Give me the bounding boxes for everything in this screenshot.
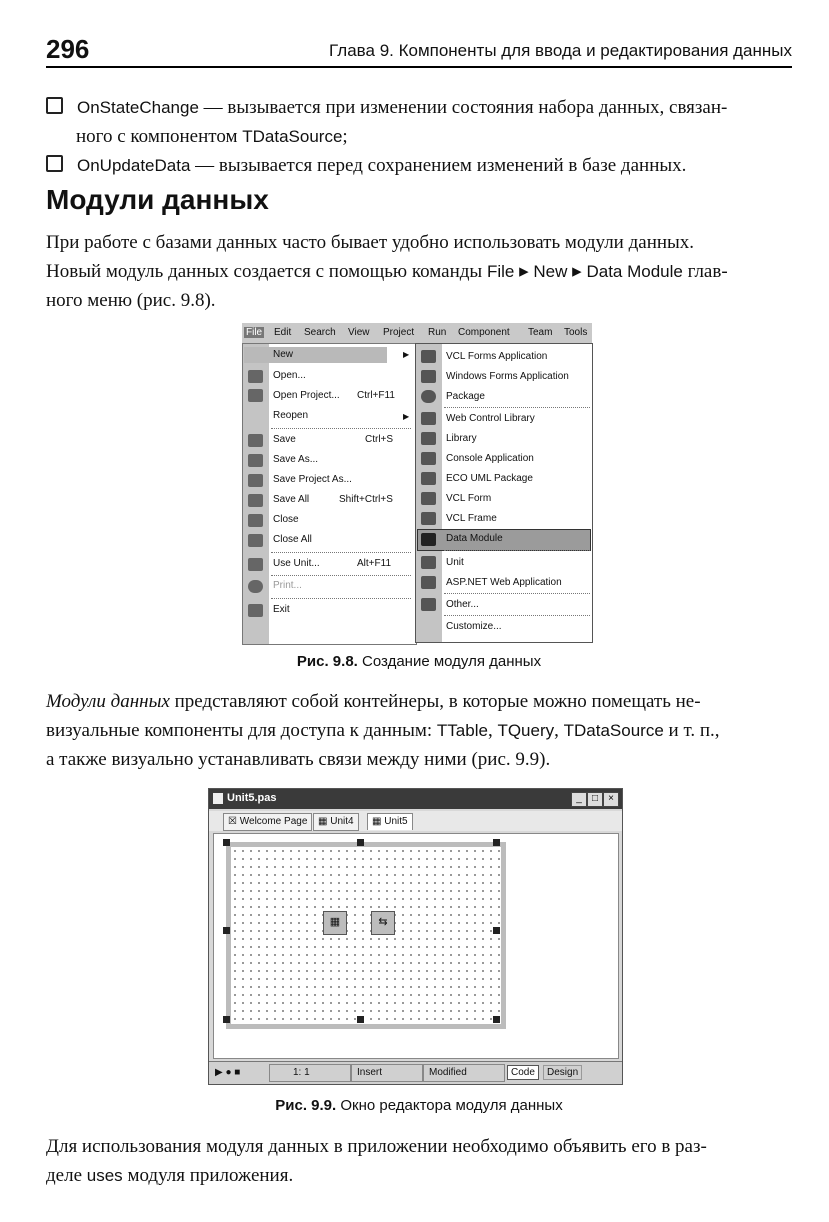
paragraph-intro xyxy=(46,228,792,315)
close-icon xyxy=(248,514,263,527)
submenu-item-customize[interactable]: Customize... xyxy=(446,621,502,632)
submenu-item-vcl-form[interactable]: VCL Form xyxy=(446,493,492,504)
resize-handle[interactable] xyxy=(357,1016,364,1023)
close-button[interactable]: × xyxy=(603,792,619,807)
tab-welcome-page[interactable]: ☒ Welcome Page xyxy=(223,813,312,831)
bullet-text-cont: ного с компонентом xyxy=(76,126,238,147)
status-bar xyxy=(209,1061,622,1084)
menu-highlight xyxy=(244,347,387,363)
library-icon xyxy=(421,432,436,445)
submenu-item-other[interactable]: Other... xyxy=(446,599,479,610)
para-line: Для использования модуля данных в приложении необходимо объявить его в раз- xyxy=(46,1136,707,1157)
term-italic: Модули данных xyxy=(46,691,170,712)
file-menu xyxy=(242,343,417,645)
resize-handle[interactable] xyxy=(493,927,500,934)
cmd-file: File xyxy=(486,262,515,281)
cmd-new: New xyxy=(533,262,568,281)
menu-item-new[interactable]: New xyxy=(273,349,294,360)
datasource-component-icon[interactable]: ⇆ xyxy=(371,911,395,935)
submenu-item-library[interactable]: Library xyxy=(446,433,477,444)
submenu-item-winforms[interactable]: Windows Forms Application xyxy=(446,371,569,382)
submenu-item-data-module[interactable]: Data Module xyxy=(446,533,503,544)
para-line: ного меню (рис. 9.8). xyxy=(46,290,216,311)
para-line: При работе с базами данных часто бывает удобно использовать модули данных. xyxy=(46,232,695,253)
package-icon xyxy=(421,390,436,403)
checkbox-bullet-icon xyxy=(46,97,63,114)
minimize-button[interactable]: _ xyxy=(571,792,587,807)
resize-handle[interactable] xyxy=(223,927,230,934)
save-icon xyxy=(248,434,263,447)
window-title: Unit5.pas xyxy=(227,792,277,804)
menu-tools[interactable]: Tools xyxy=(564,327,588,338)
menu-item-save-all[interactable]: Save All Shift+Ctrl+S xyxy=(273,494,393,505)
tab-unit4[interactable]: ▦ Unit4 xyxy=(313,813,359,831)
submenu-item-web-control-library[interactable]: Web Control Library xyxy=(446,413,535,424)
save-project-icon xyxy=(248,474,263,487)
unit-icon xyxy=(421,556,436,569)
aspnet-app-icon xyxy=(421,576,436,589)
print-icon xyxy=(248,580,263,593)
bullet-term: OnStateChange xyxy=(77,98,199,117)
submenu-item-vcl-frame[interactable]: VCL Frame xyxy=(446,513,497,524)
menu-component[interactable]: Component xyxy=(458,327,510,338)
web-control-library-icon xyxy=(421,412,436,425)
para-line: деле uses модуля приложения. xyxy=(46,1165,294,1186)
resize-handle[interactable] xyxy=(223,1016,230,1023)
cmd-data-module: Data Module xyxy=(586,262,683,281)
submenu-arrow-icon: ▶ xyxy=(403,412,410,421)
submenu-item-package[interactable]: Package xyxy=(446,391,485,402)
submenu-item-unit[interactable]: Unit xyxy=(446,557,464,568)
exit-icon xyxy=(248,604,263,617)
modified-status: Modified xyxy=(429,1067,467,1078)
bullet-text: — вызывается при изменении состояния набора данных, связан- xyxy=(203,97,728,118)
para-line: Новый модуль данных создается с помощью команды File ▸ New ▸ Data Module глав- xyxy=(46,261,728,282)
resize-handle[interactable] xyxy=(357,839,364,846)
bullet-term: OnUpdateData xyxy=(77,156,191,175)
editor-tabs xyxy=(209,811,622,831)
menu-team[interactable]: Team xyxy=(528,327,553,338)
open-project-icon xyxy=(248,389,263,402)
tab-unit5[interactable]: ▦ Unit5 xyxy=(367,813,413,830)
page-number: 296 xyxy=(46,34,90,64)
checkbox-bullet-icon xyxy=(46,155,63,172)
tab-code[interactable]: Code xyxy=(507,1065,539,1080)
menu-edit[interactable]: Edit xyxy=(274,327,292,338)
menu-item-reopen[interactable]: Reopen xyxy=(273,410,309,421)
tab-design[interactable]: Design xyxy=(543,1065,582,1080)
para-line: Модули данных представляют собой контейнеры, в которые можно помещать не- xyxy=(46,691,701,712)
submenu-item-aspnet[interactable]: ASP.NET Web Application xyxy=(446,577,562,588)
submenu-arrow-icon: ▶ xyxy=(403,350,410,359)
menu-item-close-all[interactable]: Close All xyxy=(273,534,312,545)
vcl-frame-icon xyxy=(421,512,436,525)
document-icon xyxy=(213,793,223,804)
menu-item-close[interactable]: Close xyxy=(273,514,299,525)
paragraph-data-modules xyxy=(46,687,792,774)
vcl-form-icon xyxy=(421,492,436,505)
menu-item-save-project-as[interactable]: Save Project As... xyxy=(273,474,352,485)
menu-item-open[interactable]: Open... xyxy=(273,370,306,381)
run-icon: ▶ ● ■ xyxy=(215,1067,241,1078)
menu-item-save[interactable]: Save Ctrl+S xyxy=(273,434,394,445)
resize-handle[interactable] xyxy=(223,839,230,846)
menu-item-exit[interactable]: Exit xyxy=(273,604,290,615)
menu-item-open-project[interactable]: Open Project... Ctrl+F11 xyxy=(273,390,395,401)
close-all-icon xyxy=(248,534,263,547)
paragraph-uses xyxy=(46,1132,792,1190)
menu-view[interactable]: View xyxy=(348,327,370,338)
submenu-item-vcl-forms[interactable]: VCL Forms Application xyxy=(446,351,548,362)
menu-item-print[interactable]: Print... xyxy=(273,580,302,591)
console-app-icon xyxy=(421,452,436,465)
vcl-forms-app-icon xyxy=(421,350,436,363)
other-icon xyxy=(421,598,436,611)
figure-data-module-editor xyxy=(208,788,623,1085)
figure-file-menu xyxy=(242,323,592,641)
maximize-button[interactable]: □ xyxy=(587,792,603,807)
menu-bar xyxy=(242,323,592,344)
designer-area xyxy=(213,833,619,1059)
menu-item-use-unit[interactable]: Use Unit... Alt+F11 xyxy=(273,558,391,569)
para-line: визуальные компоненты для доступа к данным: TTable, TQuery, TDataSource и т. п., xyxy=(46,720,720,741)
bullet-tail: ; xyxy=(342,126,348,147)
new-submenu xyxy=(415,343,593,643)
keyword-uses: uses xyxy=(86,1166,123,1185)
menu-item-save-as[interactable]: Save As... xyxy=(273,454,319,465)
winforms-app-icon xyxy=(421,370,436,383)
bullet-term2: TDataSource xyxy=(242,127,343,146)
cursor-position: 1: 1 xyxy=(293,1067,310,1078)
menu-run[interactable]: Run xyxy=(428,327,447,338)
insert-mode: Insert xyxy=(357,1067,383,1078)
menu-highlight xyxy=(417,529,591,551)
header-rule xyxy=(46,66,792,68)
save-as-icon xyxy=(248,454,263,467)
resize-handle[interactable] xyxy=(493,1016,500,1023)
data-module-icon xyxy=(421,533,436,546)
section-title: Модули данных xyxy=(46,184,269,215)
window-titlebar xyxy=(209,789,622,809)
resize-handle[interactable] xyxy=(493,839,500,846)
menu-search[interactable]: Search xyxy=(304,327,336,338)
table-component-icon[interactable]: ▦ xyxy=(323,911,347,935)
data-module-surface[interactable] xyxy=(226,842,506,1029)
open-icon xyxy=(248,370,263,383)
chapter-title: Глава 9. Компоненты для ввода и редактирования данных xyxy=(329,41,792,60)
bullet-text: — вызывается перед сохранением изменений в базе данных. xyxy=(195,155,687,176)
bullet-onupdatedata xyxy=(46,151,792,180)
use-unit-icon xyxy=(248,558,263,571)
para-line: а также визуально устанавливать связи между ними (рис. 9.9). xyxy=(46,749,551,770)
eco-uml-icon xyxy=(421,472,436,485)
submenu-item-eco-uml[interactable]: ECO UML Package xyxy=(446,473,533,484)
save-all-icon xyxy=(248,494,263,507)
bullet-onstatechange xyxy=(46,93,792,151)
menu-project[interactable]: Project xyxy=(383,327,415,338)
submenu-item-console-app[interactable]: Console Application xyxy=(446,453,534,464)
caption-fig-9-8: Рис. 9.8. Создание модуля данных xyxy=(296,653,542,670)
caption-fig-9-9: Рис. 9.9. Окно редактора модуля данных xyxy=(275,1097,563,1114)
menu-file[interactable]: File xyxy=(246,327,263,338)
